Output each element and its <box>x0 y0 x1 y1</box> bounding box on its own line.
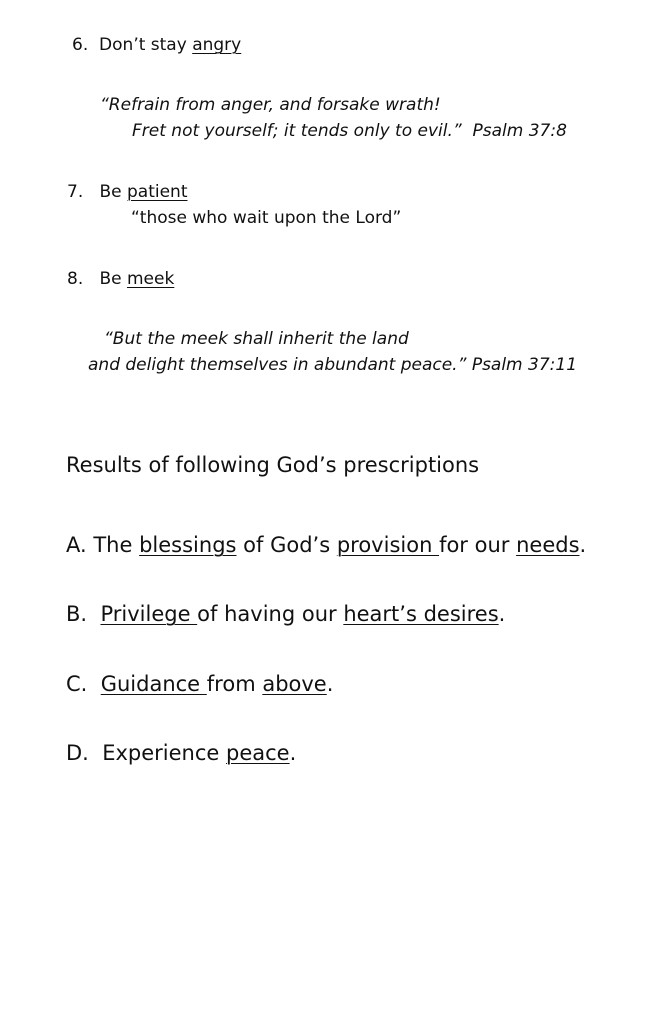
result-keyword-above: above <box>262 672 327 696</box>
quote-6-line-1: “Refrain from anger, and forsake wrath! <box>100 95 441 115</box>
result-keyword-blessings: blessings <box>139 533 237 557</box>
quote-text: and delight themselves in abundant peace.” <box>88 355 467 375</box>
item-keyword: angry <box>192 35 242 55</box>
result-keyword-provision: provision <box>336 533 440 557</box>
result-keyword-peace: peace <box>226 741 290 765</box>
result-letter: C. <box>66 672 88 696</box>
quote-8-line-2 <box>88 357 577 374</box>
quote-text: Fret not yourself; it tends only to evil.” <box>132 121 462 141</box>
result-d <box>66 743 296 764</box>
result-letter: D. <box>66 741 89 765</box>
quote-7-line-1: “those who wait upon the Lord” <box>131 208 402 228</box>
result-text: Experience <box>102 741 227 765</box>
result-letter: B. <box>66 602 88 626</box>
list-item-6 <box>72 37 241 54</box>
result-text: . <box>289 741 297 765</box>
quote-8-line-1: “But the meek shall inherit the land <box>104 329 409 349</box>
result-a <box>66 535 586 556</box>
item-keyword: patient <box>126 182 188 202</box>
result-text: . <box>498 602 506 626</box>
item-number: 8. <box>67 269 84 289</box>
result-text: The <box>93 533 140 557</box>
result-letter: A. <box>66 533 87 557</box>
result-text: . <box>326 672 334 696</box>
result-text: for our <box>439 533 517 557</box>
result-text: from <box>206 672 263 696</box>
item-number: 6. <box>72 35 89 55</box>
result-text: of having our <box>197 602 344 626</box>
results-heading: Results of following God’s prescriptions <box>66 453 480 477</box>
item-text: Don’t stay <box>99 35 193 55</box>
item-number: 7. <box>67 182 84 202</box>
result-keyword-privilege: Privilege <box>100 602 198 626</box>
scripture-reference: Psalm 37:8 <box>472 121 567 141</box>
result-c <box>66 674 333 695</box>
result-keyword-guidance: Guidance <box>100 672 207 696</box>
result-text: of God’s <box>236 533 337 557</box>
result-b <box>66 604 505 625</box>
result-keyword-hearts-desires: heart’s desires <box>343 602 499 626</box>
result-text: . <box>579 533 587 557</box>
result-keyword-needs: needs <box>516 533 580 557</box>
scripture-reference: Psalm 37:11 <box>471 355 578 375</box>
item-text: Be <box>99 269 127 289</box>
list-item-8 <box>67 271 174 288</box>
item-keyword: meek <box>126 269 175 289</box>
list-item-7 <box>67 184 187 201</box>
quote-6-line-2 <box>132 123 567 140</box>
item-text: Be <box>99 182 127 202</box>
